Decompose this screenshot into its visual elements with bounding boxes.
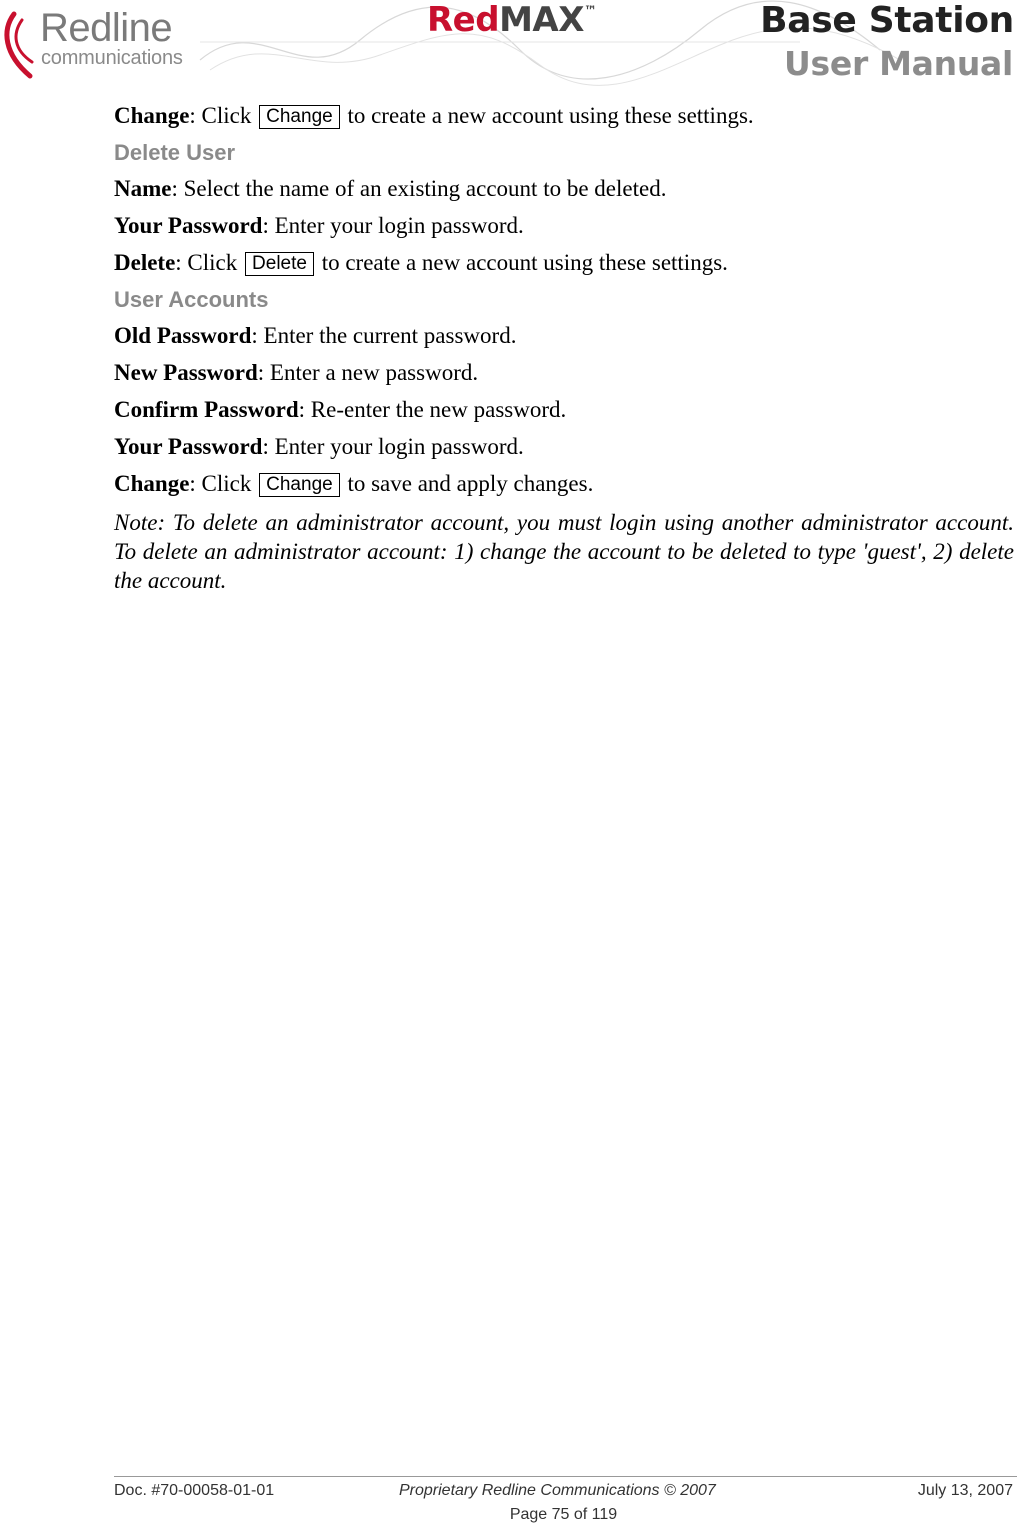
doc-title-line1: Base Station: [760, 0, 1014, 41]
doc-title-line2: User Manual: [784, 44, 1013, 83]
product-name: [427, 0, 596, 40]
doc-number: Doc. #70-00058-01-01: [114, 1482, 275, 1499]
delete-description: Delete: Click Delete to create a new account using these settings.: [114, 250, 728, 275]
change-description: Change: Click Change to create a new account using these settings.: [114, 103, 754, 128]
confirm-password-description: Confirm Password: Re-enter the new password.: [114, 397, 567, 422]
old-password-description: Old Password: Enter the current password.: [114, 323, 517, 348]
admin-delete-note: Note: To delete an administrator account, you must login using another administrator account. To delete an administrator account: 1) change the account to be deleted to type 'guest', 2) delete the account.: [114, 510, 1014, 593]
page-number: Page 75 of 119: [509, 1506, 618, 1523]
field-label: Your Password: [114, 434, 263, 459]
your-password-description: Your Password: Enter your login password.: [114, 434, 524, 459]
section-heading-user-accounts: User Accounts: [114, 287, 269, 312]
section-heading-delete-user: Delete User: [114, 140, 236, 165]
field-label: New Password: [114, 360, 258, 385]
product-name-max: MAX: [499, 0, 584, 40]
redline-logo: [0, 2, 210, 82]
footer-divider: [114, 1476, 1017, 1477]
field-label: Change: [114, 103, 190, 128]
page-header: [0, 0, 1017, 90]
logo-subtitle: communications: [41, 47, 183, 69]
delete-button: Delete: [245, 252, 314, 276]
product-name-red: Red: [427, 0, 500, 40]
trademark-symbol: ™: [583, 4, 597, 19]
field-label: Confirm Password: [114, 397, 299, 422]
proprietary-notice: Proprietary Redline Communications © 2007: [399, 1482, 716, 1499]
name-description: Name: Select the name of an existing account to be deleted.: [114, 176, 667, 201]
field-label: Delete: [114, 250, 176, 275]
page-content: [114, 102, 1014, 593]
redline-swoosh-icon: [0, 10, 40, 80]
change-apply-description: Change: Click Change to save and apply changes.: [114, 471, 594, 496]
field-label: Change: [114, 471, 190, 496]
field-label: Old Password: [114, 323, 252, 348]
change-button: Change: [259, 105, 340, 129]
field-label: Your Password: [114, 213, 263, 238]
new-password-description: New Password: Enter a new password.: [114, 360, 479, 385]
field-label: Name: [114, 176, 172, 201]
doc-date: July 13, 2007: [917, 1482, 1013, 1499]
logo-wordmark: Redline: [40, 6, 173, 50]
your-password-description: Your Password: Enter your login password.: [114, 213, 524, 238]
change-button: Change: [259, 473, 340, 497]
